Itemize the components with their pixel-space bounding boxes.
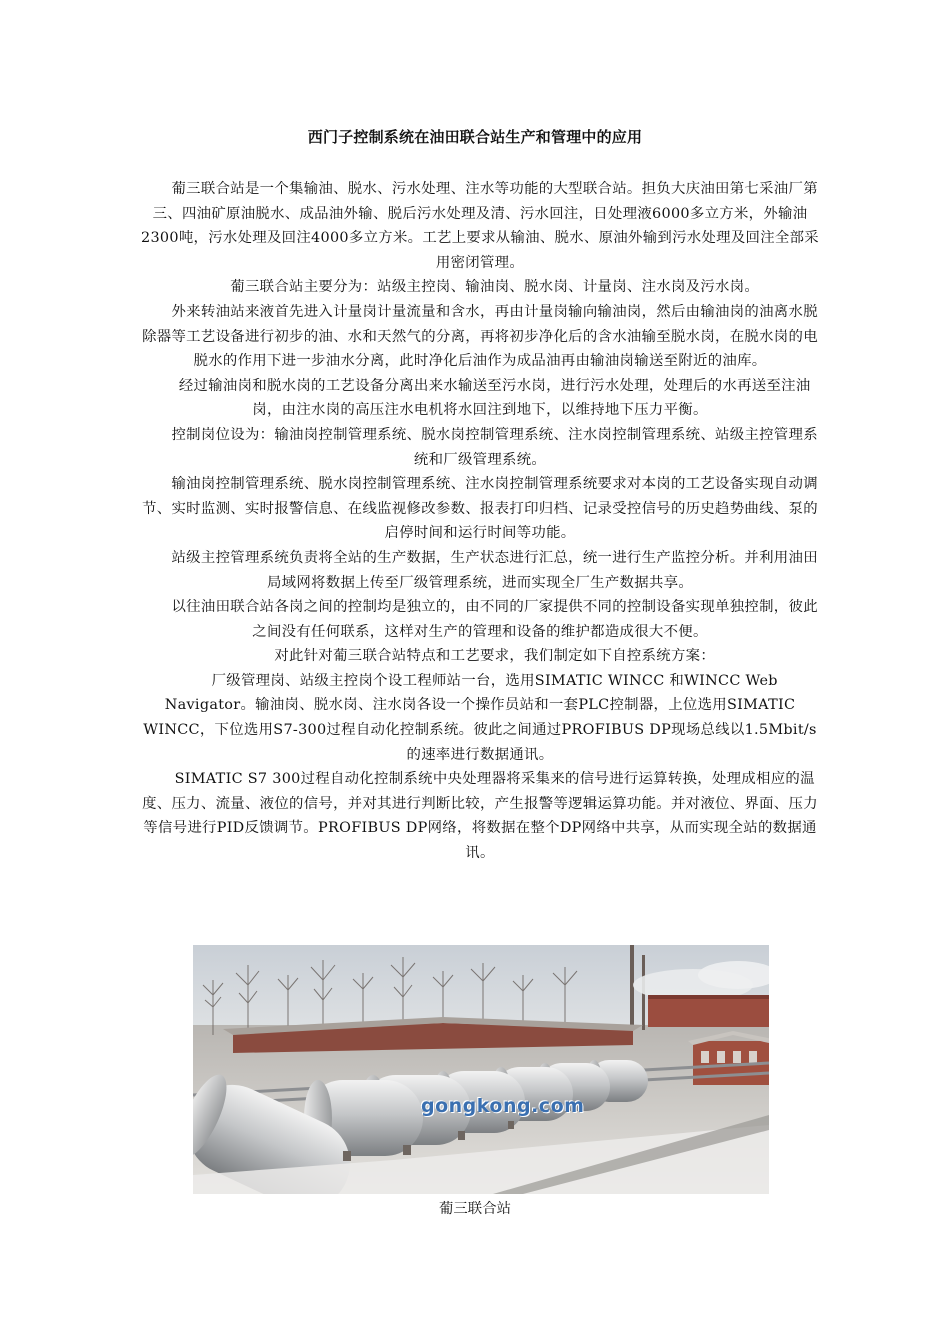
figure-caption: 葡三联合站 — [439, 1201, 511, 1217]
paragraph-past-control: 以往油田联合站各岗之间的控制均是独立的，由不同的厂家提供不同的控制设备实现单独控制，彼此之间没有任何联系，这样对生产的管理和设备的维护都造成很大不便。 — [142, 599, 818, 640]
station-photo — [193, 945, 769, 1194]
watermark: gongkong.com — [421, 1095, 585, 1117]
paragraph-solution-intro: 对此针对葡三联合站特点和工艺要求，我们制定如下自控系统方案： — [244, 648, 716, 665]
paragraph-post-functions: 输油岗控制管理系统、脱水岗控制管理系统、注水岗控制管理系统要求对本岗的工艺设备实现自动调节、实时监测、实时报警信息、在线监视修改参数、报表打印归档、记录受控信号的历史趋势曲线、泵的启停时间和运行时间等功能。 — [142, 476, 818, 542]
paragraph-intro: 葡三联合站是一个集输油、脱水、污水处理、注水等功能的大型联合站。担负大庆油田第七采油厂第三、四油矿原油脱水、成品油外输、脱后污水处理及清、污水回注，日处理液6000多立方米，外输油2300吨，污水处理及回注4000多立方米。工艺上要求从输油、脱水、原油外输到污水处理及回注全部采用密闭管理。 — [141, 181, 819, 271]
document-body — [140, 177, 820, 866]
paragraph-station-master: 站级主控管理系统负责将全站的生产数据，生产状态进行汇总，统一进行生产监控分析。并利用油田局域网将数据上传至厂级管理系统，进而实现全厂生产数据共享。 — [142, 549, 818, 591]
paragraph-control-posts: 控制岗位设为：输油岗控制管理系统、脱水岗控制管理系统、注水岗控制管理系统、站级主控管理系统和厂级管理系统。 — [142, 426, 818, 468]
paragraph-s7-300: SIMATIC S7 300过程自动化控制系统中央处理器将采集来的信号进行运算转换，处理成相应的温度、压力、流量、液位的信号，并对其进行判断比较，产生报警等逻辑运算功能。并对液位、界面、压力等信号进行PID反馈调节。PROFIBUS DP网络，将数据在整个DP网络中共享，从而实现全站的数据通讯。 — [142, 771, 818, 862]
paragraph-water-treatment: 经过输油岗和脱水岗的工艺设备分离出来水输送至污水岗，进行污水处理，处理后的水再送至注油岗，由注水岗的高压注水电机将水回注到地下，以维持地下压力平衡。 — [149, 377, 811, 419]
paragraph-system-config: 厂级管理岗、站级主控岗个设工程师站一台，选用SIMATIC WINCC 和WINCC Web Navigator。输油岗、脱水岗、注水岗各设一个操作员站和一套PLC控制器，上位选用SIMATIC WINCC，下位选用S7-300过程自动化控制系统。彼此之间通过PROFIBUS DP现场总线以1.5Mbit/s的速率进行数据通讯。 — [143, 672, 817, 763]
paragraph-divisions: 葡三联合站主要分为：站级主控岗、输油岗、脱水岗、计量岗、注水岗及污水岗。 — [200, 279, 760, 296]
paragraph-process-flow: 外来转油站来液首先进入计量岗计量流量和含水，再由计量岗输向输油岗，然后由输油岗的油离水脱除器等工艺设备进行初步的油、水和天然气的分离，再将初步净化后的含水油输至脱水岗，在脱水岗的电脱水的作用下进一步油水分离，此时净化后油作为成品油再由输油岗输送至附近的油库。 — [142, 303, 818, 370]
document-title: 西门子控制系统在油田联合站生产和管理中的应用 — [307, 128, 643, 146]
